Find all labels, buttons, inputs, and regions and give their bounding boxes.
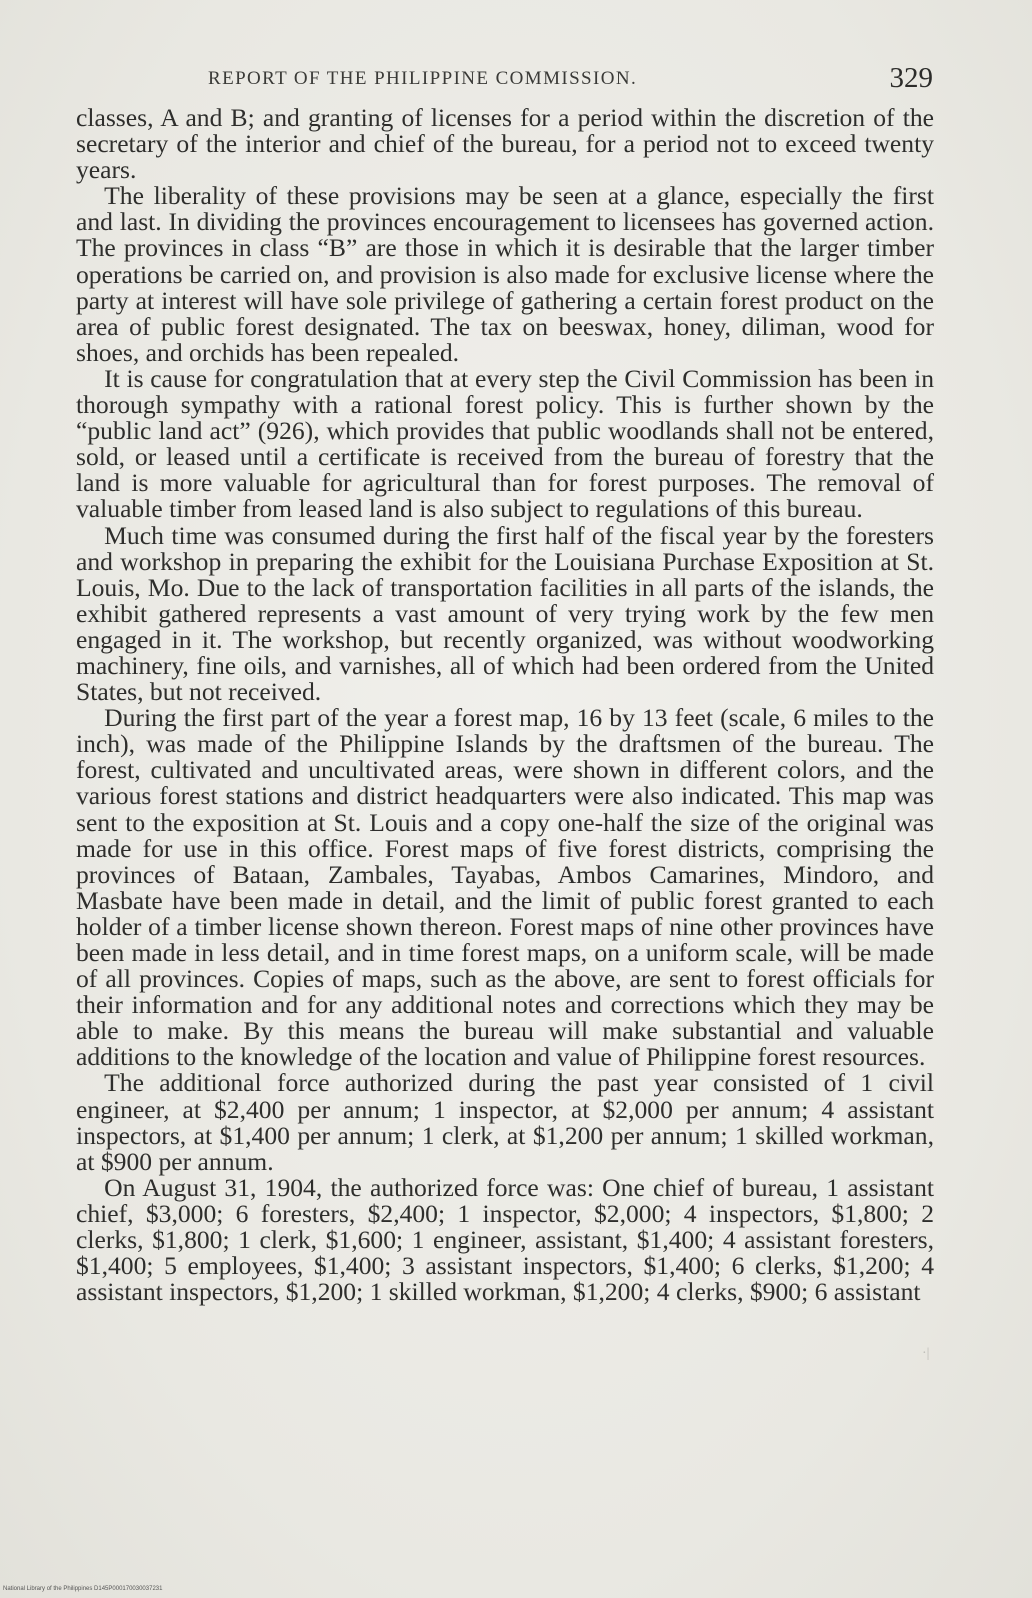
paragraph-congratulation: It is cause for congratulation that at every step the Civil Commission has been in thorough sympathy with a rational forest policy. This is further shown by the “public land act” (926), which provides that public woodlands shall not be entered, sold, or leased until a certificate is received from the bureau of forestry that the land is more valuable for agricultural than for forest purposes. The removal of valuable timber from leased land is also subject to regulations of this bureau.	[76, 363, 934, 524]
paragraph-continuation: classes, A and B; and granting of licenses for a period within the discretion of the secretary of the interior and chief of the bureau, for a period not to exceed twenty years.	[76, 103, 934, 185]
running-title: REPORT OF THE PHILIPPINE COMMISSION.	[208, 68, 638, 89]
paragraph-exhibit: Much time was consumed during the first half of the fiscal year by the foresters and workshop in preparing the exhibit for the Louisiana Purchase Exposition at St. Louis, Mo. Due to the lack of transportation facilities in all parts of the islands, the exhibit gathered represents a vast amount of very trying work by the few men engaged in it. The workshop, but recently organized, was without woodworking machinery, fine oils, and varnishes, all of which had been ordered from the United States, but not received.	[76, 520, 934, 707]
paragraph-authorized-force: On August 31, 1904, the authorized force was: One chief of bureau, 1 assistant chief, $3,000; 6 foresters, $2,400; 1 inspector, $2,000; 4 inspectors, $1,800; 2 clerks, $1,800; 1 clerk, $1,600; 1 engineer, assistant, $1,400; 4 assistant foresters, $1,400; 5 employees, $1,400; 3 assistant inspectors, $1,400; 6 clerks, $1,200; 4 assistant inspectors, $1,200; 1 skilled workman, $1,200; 4 clerks, $900; 6 assistant	[76, 1172, 934, 1307]
paragraph-forest-map: During the first part of the year a forest map, 16 by 13 feet (scale, 6 miles to the inch), was made of the Philippine Islands by the draftsmen of the bureau. The forest, cultivated and uncultivated areas, were shown in different colors, and the various forest stations and district headquarters were also indicated. This map was sent to the exposition at St. Louis and a copy one-half the size of the original was made for use in this office. Forest maps of five forest districts, comprising the provinces of Bataan, Zambales, Tayabas, Ambos Camarines, Mindoro, and Masbate have been made in detail, and the limit of public forest granted to each holder of a timber license shown thereon. Forest maps of nine other provinces have been made in less detail, and in time forest maps, on a uniform scale, will be made of all provinces. Copies of maps, such as the above, are sent to forest officials for their information and for any additional notes and corrections which they may be able to make. By this means the bureau will make substantial and valuable additions to the knowledge of the location and value of Philippine forest resources.	[76, 703, 934, 1072]
margin-mark: ·|	[922, 1346, 930, 1361]
body-text	[76, 105, 934, 1305]
paragraph-liberality: The liberality of these provisions may be seen at a glance, especially the first and last. In dividing the provinces encouragement to licensees has governed action. The provinces in class “B” are those in which it is desirable that the larger timber operations be carried on, and provision is also made for exclusive license where the party at interest will have sole privilege of gathering a certain forest product on the area of public forest designated. The tax on beeswax, honey, diliman, wood for shoes, and orchids has been repealed.	[76, 181, 934, 367]
footer-imprint: National Library of the Philippines D145P000170030037231	[3, 1586, 163, 1592]
page-header	[78, 62, 933, 102]
paragraph-additional-force: The additional force authorized during the past year consisted of 1 civil engineer, at $2,400 per annum; 1 inspector, at $2,000 per annum; 4 assistant inspectors, at $1,400 per annum; 1 clerk, at $1,200 per annum; 1 skilled workman, at $900 per annum.	[76, 1068, 934, 1176]
page-number: 329	[889, 62, 933, 94]
